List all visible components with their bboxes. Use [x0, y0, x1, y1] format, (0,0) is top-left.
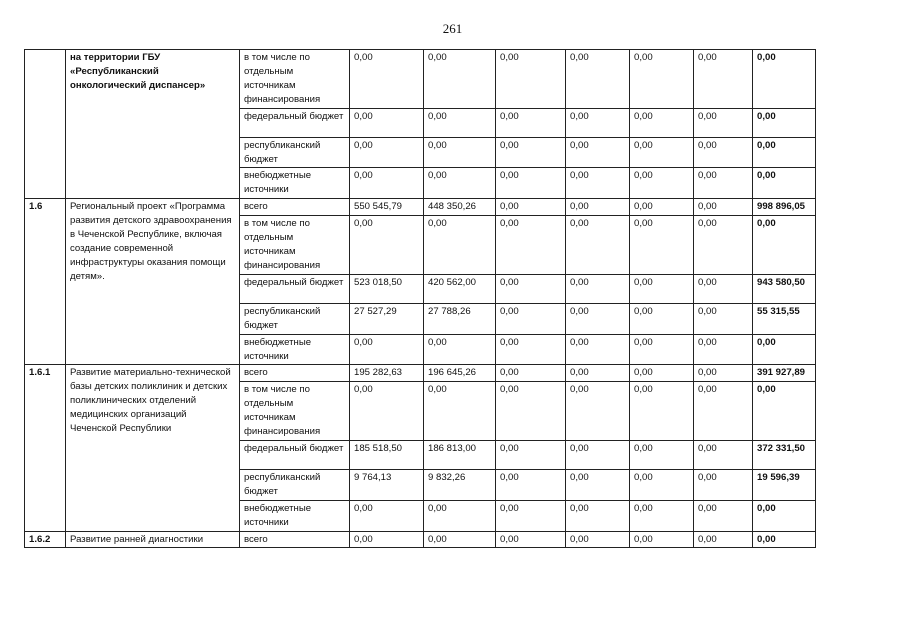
year-value-cell: 9 764,13	[350, 469, 424, 500]
year-value-cell: 0,00	[694, 334, 753, 365]
total-value-cell: 0,00	[753, 216, 816, 275]
total-value-cell: 0,00	[753, 382, 816, 441]
year-value-cell: 0,00	[694, 500, 753, 531]
year-value-cell: 0,00	[496, 168, 566, 199]
funding-source-cell: в том числе по отдельным источникам финансирования	[240, 216, 350, 275]
table-row	[25, 50, 816, 109]
year-value-cell: 0,00	[424, 50, 496, 109]
year-value-cell: 0,00	[566, 382, 630, 441]
year-value-cell: 0,00	[496, 137, 566, 168]
year-value-cell: 0,00	[350, 50, 424, 109]
year-value-cell: 0,00	[566, 274, 630, 303]
year-value-cell: 185 518,50	[350, 440, 424, 469]
year-value-cell: 0,00	[630, 50, 694, 109]
funding-source-cell: всего	[240, 531, 350, 548]
page-number: 261	[442, 21, 463, 36]
year-value-cell: 0,00	[496, 199, 566, 216]
year-value-cell: 0,00	[694, 382, 753, 441]
total-value-cell: 19 596,39	[753, 469, 816, 500]
total-value-cell: 0,00	[753, 50, 816, 109]
year-value-cell: 0,00	[424, 108, 496, 137]
year-value-cell: 0,00	[630, 382, 694, 441]
year-value-cell: 0,00	[630, 469, 694, 500]
year-value-cell: 0,00	[566, 531, 630, 548]
funding-source-cell: всего	[240, 365, 350, 382]
year-value-cell: 0,00	[694, 137, 753, 168]
year-value-cell: 0,00	[630, 365, 694, 382]
year-value-cell: 0,00	[350, 137, 424, 168]
year-value-cell: 0,00	[496, 531, 566, 548]
year-value-cell: 0,00	[694, 365, 753, 382]
funding-source-cell: внебюджетные источники	[240, 168, 350, 199]
section-name-cell: Развитие материально-технической базы детских поликлиник и детских поликлинических отделений медицинских организаций Чеченской Республики	[66, 365, 240, 531]
table-body	[25, 50, 816, 548]
year-value-cell: 523 018,50	[350, 274, 424, 303]
year-value-cell: 0,00	[350, 216, 424, 275]
year-value-cell: 0,00	[694, 531, 753, 548]
year-value-cell: 0,00	[566, 365, 630, 382]
year-value-cell: 0,00	[630, 168, 694, 199]
year-value-cell: 0,00	[496, 334, 566, 365]
year-value-cell: 0,00	[566, 137, 630, 168]
funding-source-cell: федеральный бюджет	[240, 108, 350, 137]
funding-source-cell: федеральный бюджет	[240, 440, 350, 469]
total-value-cell: 55 315,55	[753, 303, 816, 334]
year-value-cell: 0,00	[496, 274, 566, 303]
year-value-cell: 0,00	[694, 50, 753, 109]
total-value-cell: 0,00	[753, 108, 816, 137]
year-value-cell: 0,00	[694, 108, 753, 137]
year-value-cell: 0,00	[630, 500, 694, 531]
year-value-cell: 0,00	[424, 216, 496, 275]
year-value-cell: 0,00	[496, 469, 566, 500]
funding-source-cell: в том числе по отдельным источникам финансирования	[240, 382, 350, 441]
year-value-cell: 448 350,26	[424, 199, 496, 216]
year-value-cell: 0,00	[566, 108, 630, 137]
year-value-cell: 0,00	[566, 216, 630, 275]
year-value-cell: 0,00	[496, 108, 566, 137]
year-value-cell: 0,00	[566, 500, 630, 531]
total-value-cell: 998 896,05	[753, 199, 816, 216]
year-value-cell: 0,00	[424, 137, 496, 168]
year-value-cell: 0,00	[566, 334, 630, 365]
year-value-cell: 27 527,29	[350, 303, 424, 334]
year-value-cell: 420 562,00	[424, 274, 496, 303]
year-value-cell: 0,00	[350, 168, 424, 199]
total-value-cell: 0,00	[753, 137, 816, 168]
total-value-cell: 943 580,50	[753, 274, 816, 303]
year-value-cell: 0,00	[694, 199, 753, 216]
year-value-cell: 0,00	[630, 216, 694, 275]
section-name-cell: на территории ГБУ «Республиканский онкологический диспансер»	[66, 50, 240, 199]
year-value-cell: 0,00	[496, 440, 566, 469]
year-value-cell: 0,00	[694, 440, 753, 469]
year-value-cell: 0,00	[496, 216, 566, 275]
section-code-cell: 1.6	[25, 199, 66, 365]
funding-source-cell: федеральный бюджет	[240, 274, 350, 303]
funding-source-cell: республиканский бюджет	[240, 469, 350, 500]
year-value-cell: 0,00	[496, 382, 566, 441]
total-value-cell: 0,00	[753, 168, 816, 199]
section-code-cell: 1.6.1	[25, 365, 66, 531]
year-value-cell: 0,00	[566, 199, 630, 216]
total-value-cell: 391 927,89	[753, 365, 816, 382]
year-value-cell: 0,00	[694, 168, 753, 199]
year-value-cell: 0,00	[424, 531, 496, 548]
year-value-cell: 0,00	[694, 303, 753, 334]
section-name-cell: Развитие ранней диагностики	[66, 531, 240, 548]
section-name-cell: Региональный проект «Программа развития детского здравоохранения в Чеченской Республике, включая создание современной инфраструктуры оказания помощи детям».	[66, 199, 240, 365]
year-value-cell: 0,00	[350, 531, 424, 548]
funding-source-cell: внебюджетные источники	[240, 500, 350, 531]
year-value-cell: 0,00	[350, 334, 424, 365]
year-value-cell: 186 813,00	[424, 440, 496, 469]
year-value-cell: 0,00	[424, 382, 496, 441]
year-value-cell: 0,00	[630, 440, 694, 469]
year-value-cell: 0,00	[566, 469, 630, 500]
funding-source-cell: республиканский бюджет	[240, 137, 350, 168]
year-value-cell: 0,00	[350, 382, 424, 441]
table-row	[25, 531, 816, 548]
year-value-cell: 0,00	[496, 303, 566, 334]
total-value-cell: 0,00	[753, 334, 816, 365]
year-value-cell: 0,00	[694, 216, 753, 275]
funding-source-cell: всего	[240, 199, 350, 216]
year-value-cell: 550 545,79	[350, 199, 424, 216]
total-value-cell: 0,00	[753, 500, 816, 531]
year-value-cell: 0,00	[630, 199, 694, 216]
year-value-cell: 0,00	[566, 303, 630, 334]
year-value-cell: 0,00	[350, 500, 424, 531]
year-value-cell: 0,00	[496, 365, 566, 382]
year-value-cell: 27 788,26	[424, 303, 496, 334]
total-value-cell: 372 331,50	[753, 440, 816, 469]
year-value-cell: 0,00	[630, 108, 694, 137]
year-value-cell: 0,00	[694, 469, 753, 500]
funding-source-cell: внебюджетные источники	[240, 334, 350, 365]
year-value-cell: 0,00	[630, 531, 694, 548]
year-value-cell: 0,00	[350, 108, 424, 137]
year-value-cell: 0,00	[630, 137, 694, 168]
year-value-cell: 0,00	[496, 50, 566, 109]
year-value-cell: 0,00	[630, 303, 694, 334]
year-value-cell: 0,00	[694, 274, 753, 303]
funding-source-cell: в том числе по отдельным источникам финансирования	[240, 50, 350, 109]
total-value-cell: 0,00	[753, 531, 816, 548]
table-row	[25, 199, 816, 216]
year-value-cell: 196 645,26	[424, 365, 496, 382]
year-value-cell: 0,00	[496, 500, 566, 531]
year-value-cell: 0,00	[630, 334, 694, 365]
year-value-cell: 9 832,26	[424, 469, 496, 500]
year-value-cell: 0,00	[424, 500, 496, 531]
year-value-cell: 0,00	[630, 274, 694, 303]
year-value-cell: 0,00	[566, 168, 630, 199]
table-row	[25, 365, 816, 382]
year-value-cell: 0,00	[424, 334, 496, 365]
year-value-cell: 195 282,63	[350, 365, 424, 382]
section-code-cell: 1.6.2	[25, 531, 66, 548]
budget-table	[24, 49, 816, 548]
section-code-cell	[25, 50, 66, 199]
year-value-cell: 0,00	[566, 440, 630, 469]
year-value-cell: 0,00	[424, 168, 496, 199]
year-value-cell: 0,00	[566, 50, 630, 109]
funding-source-cell: республиканский бюджет	[240, 303, 350, 334]
